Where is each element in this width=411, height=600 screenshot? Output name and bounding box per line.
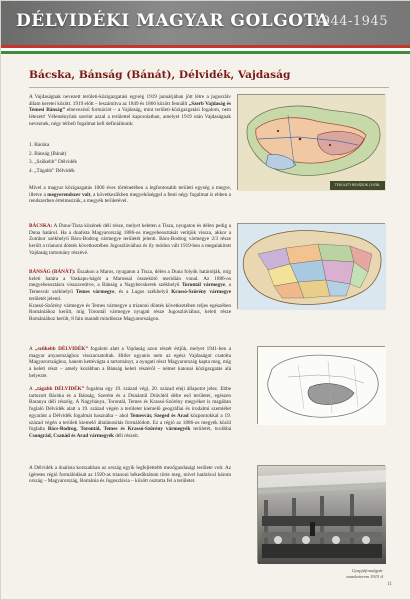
photo-caption: Gyapjúfonalgyár munkaterem 1915 tl [346, 568, 383, 579]
header-years: 1944-1945 [312, 14, 388, 29]
header-banner [1, 1, 410, 45]
factory-photo-graphic [258, 466, 386, 564]
list-item: 2. Bánság (Bánát) [29, 150, 67, 157]
list-item: 1. Bácska [29, 142, 50, 148]
county-paragraph: Mivel a magyar közigazgatás 1000 éves történetében a legfontosabb területi egység a megye, illetve a megyerendszer volt, a következőkben megyehűséggel a fenti négy fogalmat is ebben a rendszerben értelmezzük, a megyék területével. [29, 185, 231, 205]
revisions-map-label: TERÜLETI REVÍZIÓK (1938-1941) [334, 183, 381, 194]
title-divider [29, 87, 389, 88]
list-item: 4. „Tágabb” Délvidék [29, 168, 75, 175]
territorial-revisions-map [237, 94, 385, 194]
revisions-map-graphic [238, 95, 386, 191]
intro-paragraph: A Vajdaságnak nevezett területi-közigazgatási egység 1919 januárjában jött létre a jugoszláv állam keretei között. 1919 előtt – leszámítva az 1849 és 1860 között fennállt „Szerb Vajdaság és Temesi Bánság” elnevezésű formációt – a Vajdaság, mint területi-közigazgatási fogalom, nem létezett! Véleményünk szerint azzal a területtel kapcsolatban, amelyet 1919 után Vajdaságnak neveznek, négy térbeli fogalmat kell definiálnunk: [29, 94, 232, 127]
bansag-paragraph: BÁNSÁG (BÁNÁT): Északon a Maros, nyugaton a Tisza, délen a Duna folyók határolják, míg keleti határa a Vaskapu-hágót a Marossal összekötő meridián vonal. Az 1886-os megyebeosztásra visszavetítve, a Bánság a Nagybecskerek székhelyű Torontál vármegye, a Temesvár székhelyű Temes vármegye, és a Lugos székhelyű Krassó-Szörény vármegye területét jelenti. Krassó-Szörény vármegye és Temes vármegye a trianoni döntés következtében teljes egészében Romániához került, míg Torontál vármegye nyugati része Jugoszláviához, keleti része Romániához került, 8 falu maradt mindössze Magyarországon. [29, 269, 232, 322]
delvidek-outline-map [257, 346, 385, 424]
tagabb-paragraph: A „tágabb DÉLVIDÉK” fogalma egy 19. század végi, 20. század eleji állapotot jelez. Ebbe tartozott Bácska és a Bánság, Szerém és a Dunántúl Drávától délre eső területei, egészen Baranya déli részéig. A Nagybánya, Torontál, Temes és Krassó-Szörény megyéket is magában foglaló Délvidék alatt a 19. század végén a területet kiemelő geográfiai és irodalmi szemlélet egyaránt a Délvidék fogalmát használta – ahol Temesvár, Szeged és Arad központokkal a 19. század végén a területi kiemelő általánosítás formálódott. Ez a régió az 1886-os megyék közül foglalta Bács-Bodrog, Torontál, Temes és Krassó-Szörény vármegyék területét, továbbá Csongrád, Csanád és Arad vármegyék déli részeit. [29, 386, 232, 439]
region-list [29, 142, 231, 175]
outline-map-graphic [258, 347, 386, 425]
bacska-paragraph: BÁCSKA: A Duna-Tisza közének déli része, melyet keleten a Tisza, nyugaton és délen pedig a Duna határol. Ha a dualista Magyarország 1886-os megyebeosztását vetítjük vissza, akkor a Zombor székhelyű Bács-Bodrog vármegye területét jelenti. Bács-Bodrog vármegye 2/3 része került a trianoni döntés következtében Jugoszláviához és ily módon vált 1919-ben a megalakított Vajdaság tartomány részévé. [29, 223, 231, 256]
list-item: 3. „Szűkebb” Délvidék [29, 159, 77, 166]
szukebb-paragraph: A „szűkebb DÉLVIDÉK” fogalom alatt a Vajdaság azon részét értjük, melyet 1941-ben a magyar anyaországhoz visszacsatoltak. Hitler ugyanis nem az egész Vajdaságot csatolta Magyarországhoz, hanem kettévágta a tartományt, a nyugati részt Magyarország kapta meg, míg a keleti részt – amely korábban a Bánság keleti részéről – német katonai közigazgatás alá helyezte. [29, 346, 231, 379]
textile-factory-photo [257, 465, 385, 563]
county-map-graphic [238, 224, 386, 310]
page-number: 11 [387, 582, 392, 587]
section-title: Bácska, Bánság (Bánát), Délvidék, Vajdaság [29, 69, 291, 81]
county-map [237, 223, 385, 309]
header-title: DÉLVIDÉKI MAGYAR GOLGOTA [16, 11, 330, 31]
closing-paragraph: A Délvidék a dualista korszakban az ország egyik legfejlettebb mezőgazdasági területe volt. Az igéretes régió formálódását az 1920-as trianoni békediktátum törte meg, mível határával három ország – Magyarország, Románia és Jugoszlávia – között osztotta fel a területet. [29, 465, 231, 485]
flag-stripe-green [1, 51, 410, 54]
